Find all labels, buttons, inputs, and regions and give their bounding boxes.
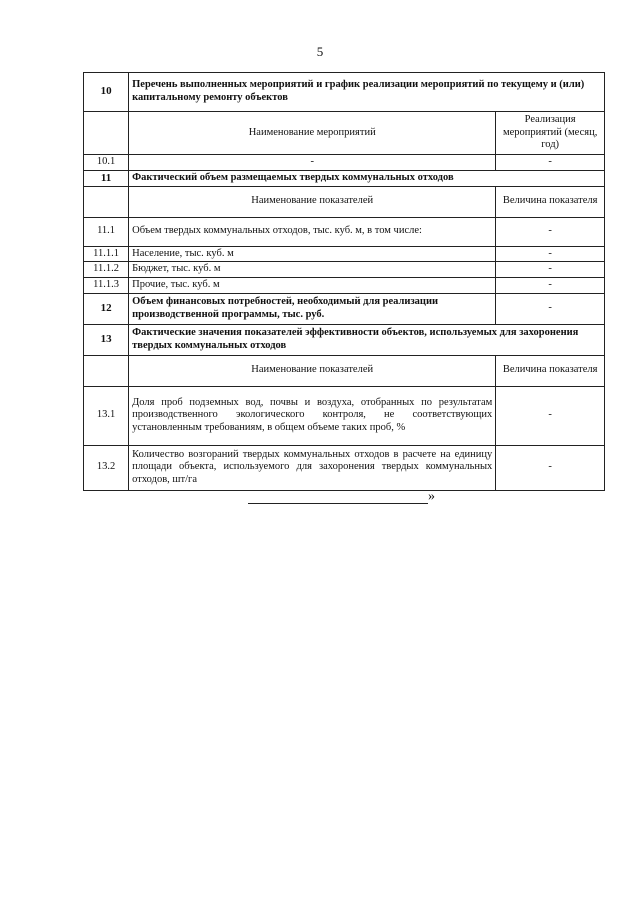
row-number: 13.1 bbox=[84, 386, 129, 445]
section-title: Фактические значения показателей эффективности объектов, используемых для захоронения твердых коммунальных отходов bbox=[129, 324, 605, 355]
section-12-row bbox=[84, 293, 605, 324]
column-header-name: Наименование мероприятий bbox=[129, 112, 496, 155]
table-row bbox=[84, 445, 605, 490]
empty-cell bbox=[84, 186, 129, 217]
row-number: 11.1.2 bbox=[84, 262, 129, 278]
table-row bbox=[84, 246, 605, 262]
section-title: Перечень выполненных мероприятий и график реализации мероприятий по текущему и (или) капитальному ремонту объектов bbox=[129, 73, 605, 112]
column-header-name: Наименование показателей bbox=[129, 186, 496, 217]
row-number: 11.1.3 bbox=[84, 277, 129, 293]
section-title: Фактический объем размещаемых твердых коммунальных отходов bbox=[129, 170, 605, 186]
row-name: Объем твердых коммунальных отходов, тыс. куб. м, в том числе: bbox=[129, 217, 496, 246]
section-10-header bbox=[84, 73, 605, 112]
section-number: 10 bbox=[84, 73, 129, 112]
table-row bbox=[84, 386, 605, 445]
row-name: - bbox=[129, 155, 496, 171]
column-header-value: Величина показателя bbox=[496, 186, 605, 217]
report-table bbox=[83, 72, 605, 491]
row-name: Бюджет, тыс. куб. м bbox=[129, 262, 496, 278]
row-number: 11.1 bbox=[84, 217, 129, 246]
empty-cell bbox=[84, 112, 129, 155]
empty-cell bbox=[84, 355, 129, 386]
row-number: 11.1.1 bbox=[84, 246, 129, 262]
section-13-col-header bbox=[84, 355, 605, 386]
section-11-col-header bbox=[84, 186, 605, 217]
section-13-header bbox=[84, 324, 605, 355]
table-row bbox=[84, 155, 605, 171]
row-value: - bbox=[496, 386, 605, 445]
table-row bbox=[84, 277, 605, 293]
row-number: 10.1 bbox=[84, 155, 129, 171]
table-row bbox=[84, 217, 605, 246]
section-number: 13 bbox=[84, 324, 129, 355]
row-value: - bbox=[496, 445, 605, 490]
table-row bbox=[84, 262, 605, 278]
page-number: 5 bbox=[316, 44, 324, 59]
row-name: Количество возгораний твердых коммунальных отходов в расчете на единицу площади объекта, используемого для захоронения твердых коммунальных отходов, шт/га bbox=[129, 445, 496, 490]
row-value: - bbox=[496, 246, 605, 262]
row-name: Население, тыс. куб. м bbox=[129, 246, 496, 262]
section-10-col-header bbox=[84, 112, 605, 155]
column-header-value: Реализация мероприятий (месяц, год) bbox=[496, 112, 605, 155]
closing-quote: » bbox=[428, 489, 435, 504]
column-header-name: Наименование показателей bbox=[129, 355, 496, 386]
row-value: - bbox=[496, 277, 605, 293]
section-number: 11 bbox=[84, 170, 129, 186]
column-header-value: Величина показателя bbox=[496, 355, 605, 386]
row-number: 13.2 bbox=[84, 445, 129, 490]
closing-underline bbox=[248, 493, 428, 504]
row-name: Доля проб подземных вод, почвы и воздуха, отобранных по результатам производственного экологического контроля, не соответствующих установленным требованиям, в общем объеме таких проб, % bbox=[129, 386, 496, 445]
section-title: Объем финансовых потребностей, необходимый для реализации производственной программы, тыс. руб. bbox=[129, 293, 496, 324]
section-11-header bbox=[84, 170, 605, 186]
row-value: - bbox=[496, 155, 605, 171]
row-value: - bbox=[496, 262, 605, 278]
section-number: 12 bbox=[84, 293, 129, 324]
row-value: - bbox=[496, 293, 605, 324]
row-value: - bbox=[496, 217, 605, 246]
row-name: Прочие, тыс. куб. м bbox=[129, 277, 496, 293]
